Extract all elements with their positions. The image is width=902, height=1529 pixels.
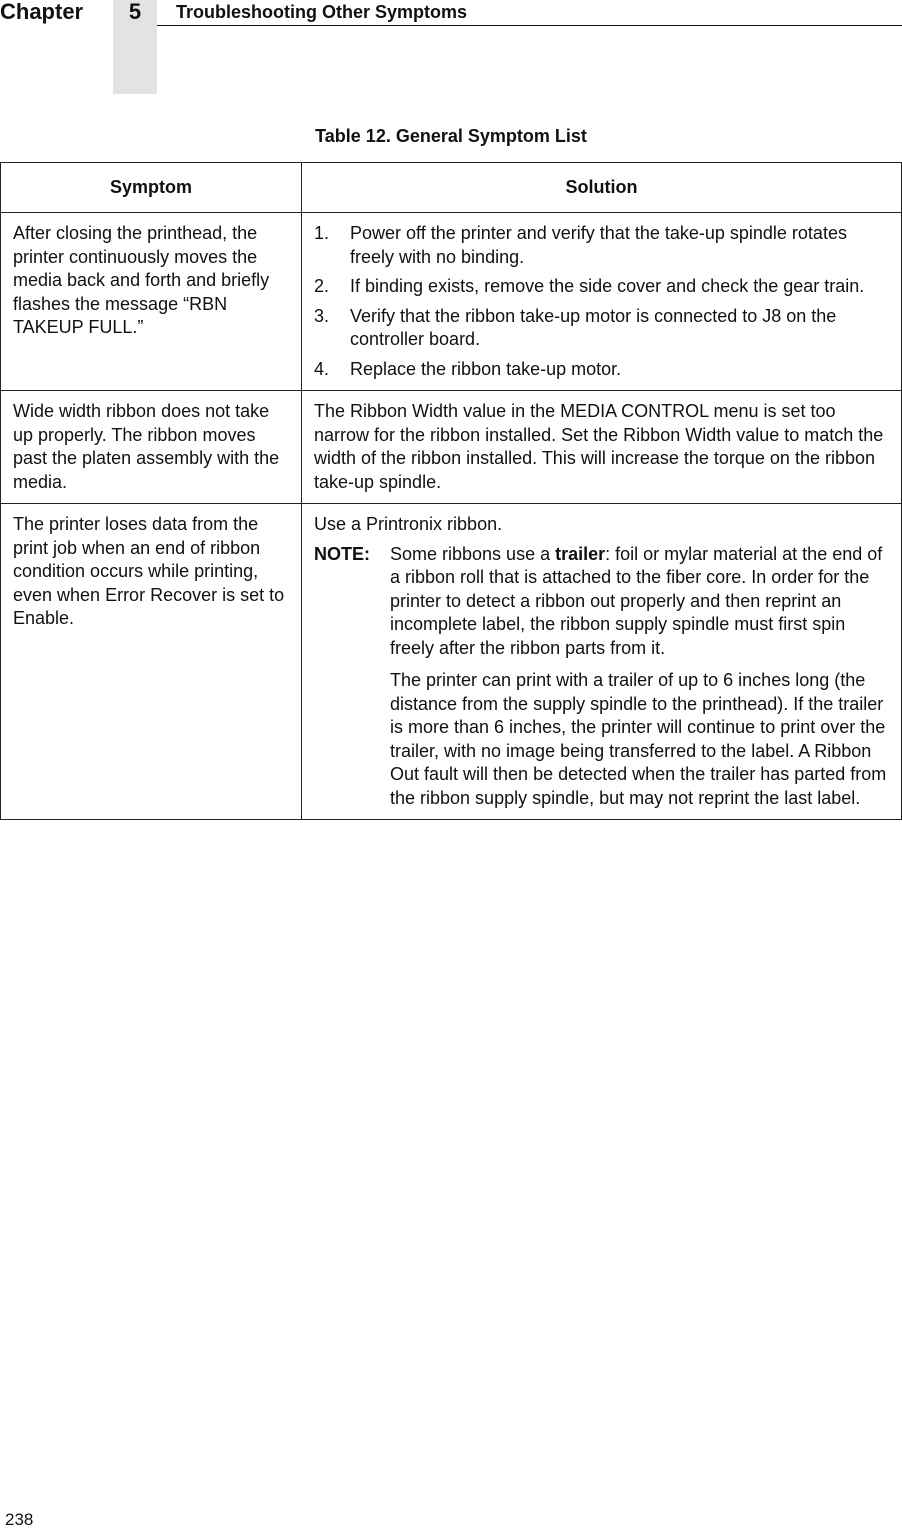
note-term-trailer: trailer bbox=[555, 543, 606, 564]
symptom-cell: After closing the printhead, the printer continuously moves the media back and forth and briefly flashes the message “RBN TAKEUP FULL.” bbox=[1, 213, 302, 391]
table-row bbox=[1, 504, 902, 820]
table-header-row bbox=[1, 163, 902, 213]
note-label: NOTE: bbox=[314, 543, 370, 564]
column-header-symptom: Symptom bbox=[1, 163, 302, 213]
list-item bbox=[314, 222, 891, 269]
symptom-cell: Wide width ribbon does not take up properly. The ribbon moves past the platen assembly with the media. bbox=[1, 391, 302, 504]
step-number: 2. bbox=[314, 276, 330, 296]
solution-cell: The Ribbon Width value in the MEDIA CONTROL menu is set too narrow for the ribbon installed. Set the Ribbon Width value to match the width of the ribbon installed. This will increase the torque on the ribbon take-up spindle. bbox=[302, 391, 902, 504]
step-text: If binding exists, remove the side cover and check the gear train. bbox=[350, 276, 865, 296]
table-caption: Table 12. General Symptom List bbox=[315, 126, 587, 146]
note-text: Some ribbons use a bbox=[390, 543, 556, 564]
step-text: Replace the ribbon take-up motor. bbox=[350, 358, 622, 379]
solution-steps bbox=[314, 222, 891, 381]
step-text: Verify that the ribbon take-up motor is connected to J8 on the controller board. bbox=[350, 305, 837, 349]
chapter-number: 5 bbox=[128, 0, 142, 24]
solution-cell bbox=[302, 504, 902, 820]
note-paragraph: The printer can print with a trailer of up to 6 inches long (the distance from the supply spindle to the printhead). If the trailer is more than 6 inches, the printer will continue to print over the trailer, with no image being transferred to the label. A Ribbon Out fault will then be detected when the trailer has parted from the ribbon supply spindle, but may not reprint the last label. bbox=[390, 670, 887, 808]
table-row bbox=[1, 213, 902, 391]
solution-intro: Use a Printronix ribbon. bbox=[314, 514, 503, 534]
list-item bbox=[314, 358, 891, 382]
note-block bbox=[314, 543, 891, 811]
solution-cell bbox=[302, 213, 902, 391]
step-text: Power off the printer and verify that the take-up spindle rotates freely with no binding. bbox=[350, 223, 847, 267]
chapter-tab bbox=[113, 0, 157, 94]
step-number: 4. bbox=[314, 358, 330, 379]
section-title: Troubleshooting Other Symptoms bbox=[176, 2, 468, 22]
symptom-table bbox=[0, 162, 902, 820]
step-number: 3. bbox=[314, 305, 330, 326]
chapter-label: Chapter bbox=[0, 0, 84, 24]
column-header-solution: Solution bbox=[302, 163, 902, 213]
step-number: 1. bbox=[314, 223, 330, 243]
list-item bbox=[314, 305, 891, 352]
page-number: 238 bbox=[5, 1510, 34, 1529]
header-rule bbox=[157, 25, 902, 26]
table-row bbox=[1, 391, 902, 504]
symptom-cell: The printer loses data from the print job when an end of ribbon condition occurs while printing, even when Error Recover is set to Enable. bbox=[1, 504, 302, 820]
page-header bbox=[0, 0, 902, 94]
note-text: : foil or mylar material at the end of a ribbon roll that is attached to the fiber core. In order for the printer to detect a ribbon out properly and then reprint an incomplete label, the ribbon supply spindle must first spin freely after the ribbon parts from it. bbox=[390, 543, 883, 658]
note-paragraph bbox=[390, 543, 891, 661]
list-item bbox=[314, 275, 891, 299]
